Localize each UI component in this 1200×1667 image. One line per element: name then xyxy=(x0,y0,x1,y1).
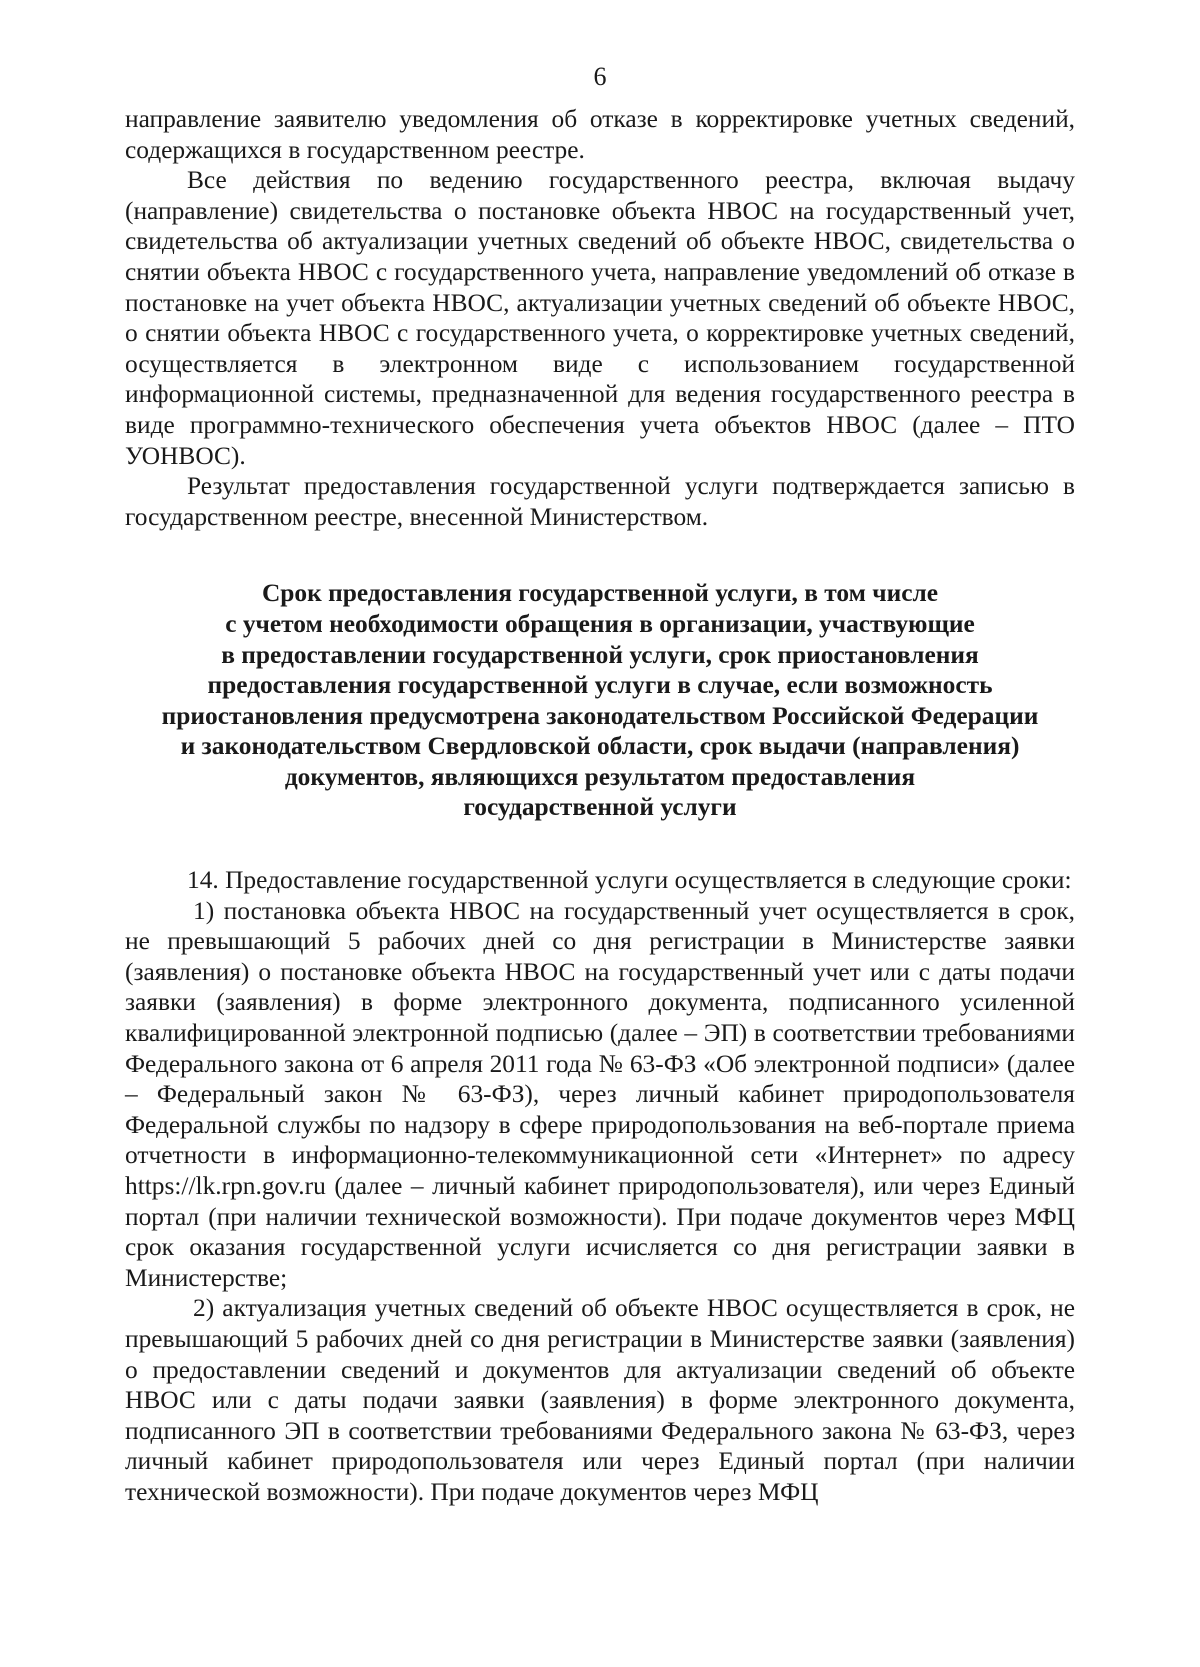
heading-line: приостановления предусмотрена законодательством Российской Федерации xyxy=(161,701,1039,730)
paragraph: направление заявителю уведомления об отказе в корректировке учетных сведений, содержащихся в государственном реестре. xyxy=(125,105,1075,164)
heading-line: документов, являющихся результатом предоставления xyxy=(284,762,916,791)
section-heading xyxy=(125,578,1075,823)
bottom-section xyxy=(125,865,1075,1507)
heading-line: в предоставлении государственной услуги, срок приостановления xyxy=(221,640,979,669)
heading-line: Срок предоставления государственной услуги, в том числе xyxy=(261,579,939,608)
document-body xyxy=(125,104,1075,1508)
heading-line: государственной услуги xyxy=(463,793,737,822)
top-section xyxy=(125,104,1075,532)
page-number: 6 xyxy=(593,62,607,91)
heading-line: с учетом необходимости обращения в организации, участвующие xyxy=(225,609,975,638)
list-item-paragraph: 1) постановка объекта НВОС на государственный учет осуществляется в срок, не превышающий 5 рабочих дней со дня регистрации в Министерстве заявки (заявления) о постановке объекта НВОС на государственный учет или с даты подачи заявки (заявления) в форме электронного документа, подписанного усиленной квалифицированной электронной подписью (далее – ЭП) в соответствии требованиями Федерального закона от 6 апреля 2011 года № 63-ФЗ «Об электронной подписи» (далее – Федеральный закон № 63-ФЗ), через личный кабинет природопользователя Федеральной службы по надзору в сфере природопользования на веб-портале приема отчетности в информационно-телекоммуникационной сети «Интернет» по адресу https://lk.rpn.gov.ru (далее – личный кабинет природопользователя), или через Единый портал (при наличии технической возможности). При подаче документов через МФЦ срок оказания государственной услуги исчисляется со дня регистрации заявки в Министерстве; xyxy=(125,896,1075,1292)
heading-line: и законодательством Свердловской области, срок выдачи (направления) xyxy=(180,732,1020,761)
paragraph: Результат предоставления государственной услуги подтверждается записью в государственном реестре, внесенной Министерством. xyxy=(125,472,1075,531)
list-item-paragraph: 2) актуализация учетных сведений об объекте НВОС осуществляется в срок, не превышающий 5 рабочих дней со дня регистрации в Министерстве заявки (заявления) о предоставлении сведений и документов для актуализации сведений об объекте НВОС или с даты подачи заявки (заявления) в форме электронного документа, подписанного ЭП в соответствии требованиями Федерального закона № 63-ФЗ, через личный кабинет природопользователя или через Единый портал (при наличии технической возможности). При подаче документов через МФЦ xyxy=(125,1294,1075,1506)
heading-line: предоставления государственной услуги в случае, если возможность xyxy=(207,671,993,700)
paragraph: Все действия по ведению государственного реестра, включая выдачу (направление) свидетельства о постановке объекта НВОС на государственный учет, свидетельства об актуализации учетных сведений об объекте НВОС, свидетельства о снятии объекта НВОС с государственного учета, направление уведомлений об отказе в постановке на учет объекта НВОС, актуализации учетных сведений об объекте НВОС, о снятии объекта НВОС с государственного учета, о корректировке учетных сведений, осуществляется в электронном виде с использованием государственной информационной системы, предназначенной для ведения государственного реестра в виде программно-технического обеспечения учета объектов НВОС (далее – ПТО УОНВОС). xyxy=(125,166,1075,470)
paragraph: 14. Предоставление государственной услуги осуществляется в следующие сроки: xyxy=(187,866,1072,895)
